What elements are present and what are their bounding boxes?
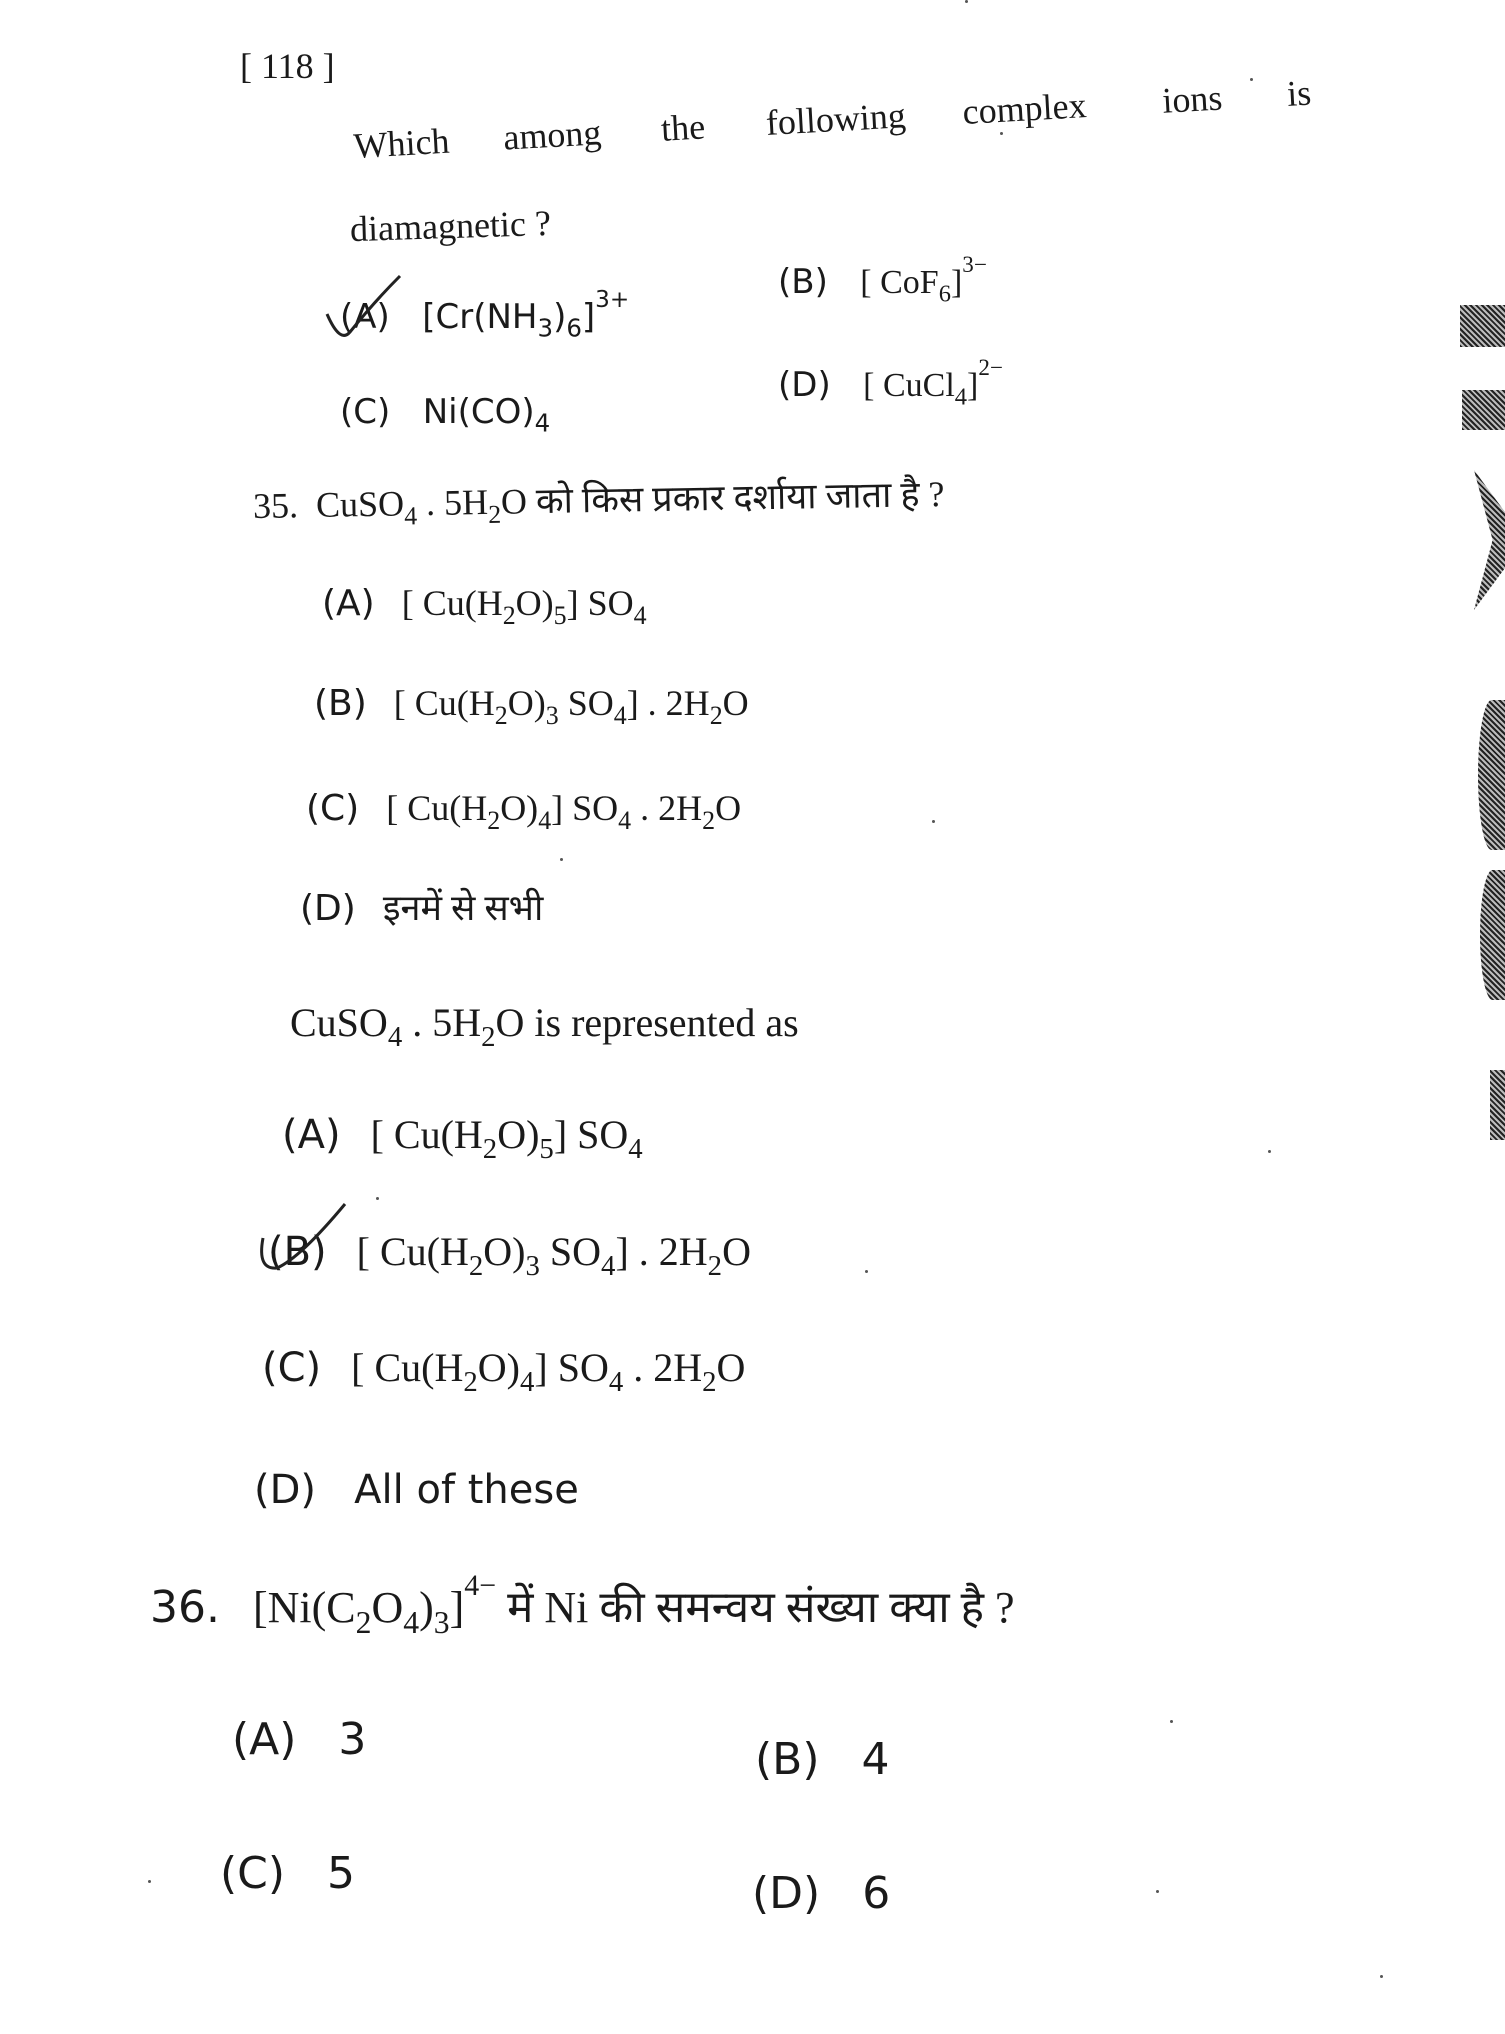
subscript: 2 <box>487 499 502 529</box>
stem-word: following <box>764 95 907 143</box>
scan-speck <box>932 820 935 823</box>
option-label: (C) <box>220 1848 286 1899</box>
formula-part: ] SO <box>553 1112 629 1157</box>
subscript: 2 <box>355 1605 372 1641</box>
scan-artifact <box>1480 870 1505 1000</box>
scan-artifact <box>1474 470 1505 610</box>
formula-part: ] SO <box>566 583 634 623</box>
stem-text: O is represented as <box>495 1000 799 1045</box>
superscript: 3− <box>962 252 987 279</box>
subscript: 4 <box>633 601 647 631</box>
subscript: 3 <box>433 1605 450 1641</box>
formula-part: ] . 2H <box>615 1229 708 1274</box>
scan-speck <box>1170 1720 1173 1723</box>
scan-speck <box>1156 1890 1159 1893</box>
q35-hindi-option-b <box>314 683 749 731</box>
scan-speck <box>1380 1975 1383 1978</box>
q34-option-c <box>340 392 551 438</box>
superscript: 4− <box>464 1569 497 1603</box>
formula-part: . 2H <box>631 788 703 828</box>
option-label: (C) <box>340 392 391 432</box>
subscript: 6 <box>938 280 951 308</box>
formula-part: O) <box>483 1229 526 1274</box>
option-text: All of these <box>354 1467 579 1513</box>
option-label: (A) <box>282 1112 341 1158</box>
option-label: (C) <box>306 788 360 829</box>
q36-option-d <box>752 1868 891 1919</box>
stem-word: is <box>1285 72 1313 114</box>
subscript: 2 <box>707 1250 723 1283</box>
formula-part: O) <box>507 683 546 723</box>
subscript: 2 <box>702 1366 717 1399</box>
subscript: 3 <box>525 1250 540 1283</box>
formula-part: O) <box>500 788 539 828</box>
subscript: 4 <box>954 383 968 411</box>
option-label: (A) <box>232 1714 297 1765</box>
subscript: 3 <box>537 313 554 343</box>
stem-word: ions <box>1161 77 1224 121</box>
formula-part: . 5H <box>416 481 489 524</box>
formula-part: ] <box>581 297 596 337</box>
q35-english-option-d <box>254 1467 579 1513</box>
subscript: 2 <box>702 806 716 836</box>
q34-option-b <box>778 252 987 308</box>
subscript: 4 <box>404 501 418 531</box>
option-label: (B) <box>314 683 367 724</box>
q35-english-option-c <box>262 1345 746 1399</box>
subscript: 2 <box>463 1366 478 1399</box>
formula-part: [ Cu(H <box>401 583 503 623</box>
q35-english-stem <box>290 1000 799 1054</box>
stem-word: the <box>659 106 707 149</box>
superscript: 3+ <box>595 287 630 314</box>
subscript: 4 <box>628 1133 643 1166</box>
formula-part: SO <box>558 683 614 723</box>
q36-stem <box>150 1569 1015 1641</box>
formula-part: ) <box>553 297 567 337</box>
subscript: 4 <box>534 408 551 438</box>
formula-part: O) <box>515 583 554 623</box>
option-label: (D) <box>254 1467 317 1513</box>
subscript: 4 <box>387 1021 403 1054</box>
scan-artifact <box>1462 390 1505 430</box>
stem-text: O को किस प्रकार दर्शाया जाता है ? <box>500 473 945 522</box>
subscript: 5 <box>553 601 567 631</box>
option-value: 5 <box>327 1848 356 1899</box>
subscript: 4 <box>613 701 627 731</box>
subscript: 2 <box>487 806 501 836</box>
subscript: 4 <box>538 806 552 836</box>
option-label: (D) <box>778 365 831 405</box>
formula-part: O) <box>477 1345 520 1390</box>
scan-speck <box>1268 1150 1271 1153</box>
option-label: (B) <box>778 262 828 302</box>
stem-word: among <box>502 112 603 158</box>
option-label: (A) <box>340 297 390 337</box>
question-number: 35. <box>252 485 299 527</box>
subscript: 4 <box>601 1250 616 1283</box>
q35-english-option-b <box>268 1229 751 1283</box>
q35-hindi-option-c <box>306 788 742 836</box>
option-label: (B) <box>268 1229 327 1275</box>
scan-speck <box>1250 78 1253 81</box>
formula-part: [Ni(C <box>252 1583 356 1632</box>
question-number: 36. <box>150 1582 220 1633</box>
subscript: 2 <box>502 601 516 631</box>
option-value: 6 <box>862 1868 891 1919</box>
option-label: (D) <box>300 888 356 929</box>
subscript: 2 <box>482 1133 498 1166</box>
formula-part: [ CuCl <box>863 367 955 404</box>
subscript: 4 <box>519 1366 535 1399</box>
scan-speck <box>560 858 563 861</box>
subscript: 2 <box>494 701 508 731</box>
formula-part: O <box>722 1229 751 1274</box>
formula-part: SO <box>539 1229 602 1274</box>
stem-word: Which <box>352 120 451 167</box>
formula-part: [Cr(NH <box>422 297 538 337</box>
formula-part: . 5H <box>402 1000 482 1045</box>
q34-stem <box>347 0 1333 172</box>
q35-hindi-option-d <box>300 890 543 927</box>
formula-part: ] <box>967 367 979 404</box>
scan-speck <box>148 1880 151 1883</box>
formula-part: . 2H <box>623 1345 703 1390</box>
q34-option-a <box>340 287 630 343</box>
formula-part: [ Cu(H <box>370 1112 483 1157</box>
q36-option-c <box>220 1848 356 1899</box>
formula-part: CuSO <box>315 483 405 525</box>
formula-part: O) <box>497 1112 540 1157</box>
subscript: 3 <box>545 701 559 731</box>
subscript: 4 <box>403 1605 420 1641</box>
formula-part: CuSO <box>290 1000 388 1045</box>
formula-part: [ Cu(H <box>393 683 495 723</box>
subscript: 6 <box>566 313 582 343</box>
option-value: 3 <box>338 1714 367 1765</box>
scan-speck <box>376 1197 379 1200</box>
formula-part: ] SO <box>534 1345 609 1390</box>
option-text: इनमें से सभी <box>382 888 544 928</box>
formula-part: ] <box>449 1583 465 1632</box>
formula-part: Ni(CO) <box>422 392 535 432</box>
subscript: 4 <box>618 806 632 836</box>
q36-option-a <box>232 1714 367 1765</box>
option-label: (D) <box>752 1868 821 1919</box>
subscript: 2 <box>468 1250 484 1283</box>
scan-artifact <box>1460 305 1505 347</box>
formula-part: O <box>371 1583 404 1632</box>
subscript: 4 <box>608 1366 624 1399</box>
q35-hindi-stem <box>252 473 945 531</box>
q36-option-b <box>755 1734 890 1785</box>
formula-part: O <box>722 683 749 723</box>
q34-option-d <box>778 355 1003 411</box>
option-label: (B) <box>755 1734 820 1785</box>
formula-part: [ Cu(H <box>351 1345 464 1390</box>
superscript: 2− <box>978 355 1003 382</box>
subscript: 2 <box>709 701 723 731</box>
q35-hindi-option-a <box>322 583 647 631</box>
page-number: [ 118 ] <box>240 46 335 86</box>
formula-part: ] SO <box>551 788 619 828</box>
formula-part: [ Cu(H <box>356 1229 469 1274</box>
formula-part: O <box>715 788 742 828</box>
scan-speck <box>965 0 968 3</box>
q35-english-option-a <box>282 1112 643 1166</box>
scan-artifact <box>1490 1070 1505 1140</box>
stem-word: complex <box>961 85 1088 132</box>
option-value: 4 <box>861 1734 890 1785</box>
option-label: (A) <box>322 583 375 624</box>
scan-speck <box>865 1270 868 1273</box>
formula-part: O <box>716 1345 746 1390</box>
option-label: (C) <box>262 1345 322 1391</box>
formula-part: [ Cu(H <box>386 788 488 828</box>
stem-text: में Ni की समन्वय संख्या क्या है ? <box>496 1583 1015 1632</box>
formula-part: [ CoF <box>860 264 939 301</box>
formula-part: ) <box>419 1583 434 1632</box>
formula-part: ] <box>950 264 963 301</box>
q34-stem-line2: diamagnetic ? <box>349 202 552 250</box>
formula-part: ] . 2H <box>626 683 710 723</box>
subscript: 5 <box>539 1133 554 1166</box>
scan-speck <box>1000 132 1003 135</box>
scan-artifact <box>1478 700 1505 850</box>
subscript: 2 <box>481 1021 496 1054</box>
